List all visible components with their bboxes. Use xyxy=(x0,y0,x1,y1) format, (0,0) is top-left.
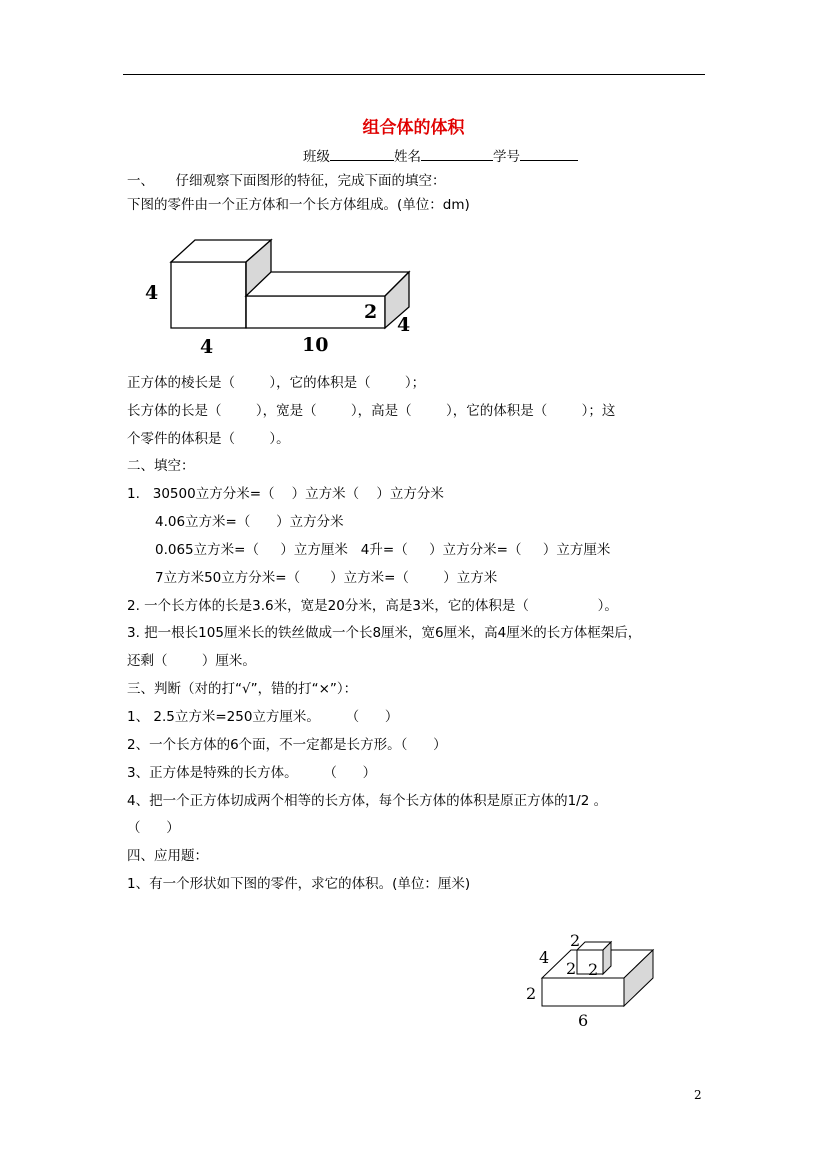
cuboid-height-label: 2 xyxy=(364,301,378,323)
section-2-heading: 二、填空： xyxy=(127,458,195,474)
fill-item-1c: 0.065立方米=（ ）立方厘米 4升=（ ）立方分米=（ ）立方厘米 xyxy=(155,542,611,558)
application-item-1: 1、有一个形状如下图的零件，求它的体积。(单位：厘米) xyxy=(127,876,471,892)
cube-front-face xyxy=(171,262,246,328)
fill-item-3b: 还剩（ ）厘米。 xyxy=(127,653,256,669)
fill-item-3a: 3. 把一根长105厘米长的铁丝做成一个长8厘米，宽6厘米，高4厘米的长方体框架后， xyxy=(127,625,642,641)
student-id-label: 学号 xyxy=(493,149,520,165)
name-blank xyxy=(421,146,493,161)
q1-line-2: 长方体的长是（ ），宽是（ ），高是（ ），它的体积是（ ）；这 xyxy=(127,403,616,419)
fill-item-1a: 1. 30500立方分米=（ ）立方米（ ）立方分米 xyxy=(127,486,444,502)
fill-item-1b: 4.06立方米=（ ）立方分米 xyxy=(155,514,344,530)
class-blank xyxy=(330,146,394,161)
top-cube-width-label: 2 xyxy=(588,960,599,979)
page-title: 组合体的体积 xyxy=(362,118,465,138)
cube-height-label: 4 xyxy=(145,282,159,304)
judge-item-2: 2、一个长方体的6个面，不一定都是长方形。（ ） xyxy=(127,737,447,753)
judge-item-4-answer: （ ） xyxy=(127,820,180,836)
cuboid-top-face xyxy=(246,272,409,296)
cube-width-label: 4 xyxy=(200,336,214,358)
judge-item-4: 4、把一个正方体切成两个相等的长方体，每个长方体的体积是原正方体的1/2 。 xyxy=(127,793,608,809)
cuboid-length-label: 10 xyxy=(302,334,329,356)
base-width-label: 6 xyxy=(578,1011,589,1030)
fill-item-1d: 7立方米50立方分米=（ ）立方米=（ ）立方米 xyxy=(155,570,498,586)
fill-item-2: 2. 一个长方体的长是3.6米，宽是20分米，高是3米，它的体积是（ ）。 xyxy=(127,598,618,614)
section-4-heading: 四、应用题： xyxy=(127,848,208,864)
name-label: 姓名 xyxy=(394,149,421,165)
page-number: 2 xyxy=(694,1088,702,1102)
base-height-label: 2 xyxy=(526,984,537,1003)
judge-item-3: 3、正方体是特殊的长方体。 （ ） xyxy=(127,765,377,781)
cuboid-depth-label: 4 xyxy=(397,314,411,336)
top-cube-height-label: 2 xyxy=(566,959,577,978)
student-info-row xyxy=(303,146,578,166)
section-1-intro: 下图的零件由一个正方体和一个长方体组成。(单位：dm) xyxy=(127,197,470,213)
base-front-face xyxy=(542,978,624,1006)
figure-cube-and-cuboid xyxy=(140,232,430,362)
q1-line-1: 正方体的棱长是（ ），它的体积是（ ）； xyxy=(127,375,426,391)
judge-item-1: 1、 2.5立方米=250立方厘米。 （ ） xyxy=(127,709,399,725)
section-1-heading: 一、 仔细观察下面图形的特征，完成下面的填空： xyxy=(127,173,446,189)
figure-stacked-solid xyxy=(515,930,665,1030)
q1-line-3: 个零件的体积是（ ）。 xyxy=(127,431,290,447)
section-3-heading: 三、判断（对的打“√”，错的打“×”）： xyxy=(127,681,358,697)
base-depth-label: 4 xyxy=(539,948,550,967)
student-id-blank xyxy=(520,146,578,161)
top-cube-depth-label: 2 xyxy=(570,931,581,950)
header-rule xyxy=(123,74,705,75)
class-label: 班级 xyxy=(303,149,330,165)
